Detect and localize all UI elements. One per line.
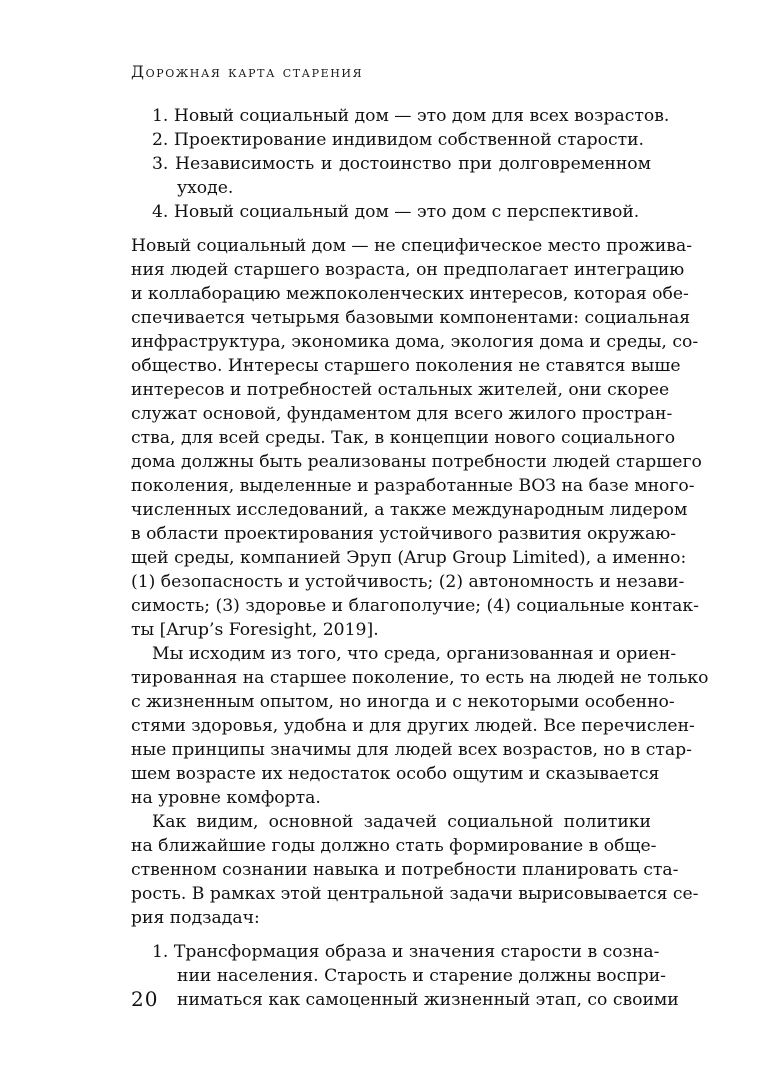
text-line: инфраструктура, экономика дома, экология дома и среды, со- <box>131 332 699 352</box>
text-line: рость. В рамках этой центральной задачи вырисовывается се- <box>131 884 699 904</box>
list-item-1: 1. Новый социальный дом — это дом для всех возрастов. <box>152 106 670 126</box>
text-line: Как видим, основной задачей социальной политики <box>152 812 651 832</box>
text-line: поколения, выделенные и разработанные ВОЗ на базе много- <box>131 476 695 496</box>
text-line: Новый социальный дом — не специфическое место прожива- <box>131 236 693 256</box>
list-item-3-continuation: уходе. <box>177 178 234 198</box>
text-line: численных исследований, а также международным лидером <box>131 500 688 520</box>
text-line: ства, для всей среды. Так, в концепции нового социального <box>131 428 676 448</box>
text-line: служат основой, фундаментом для всего жилого простран- <box>131 404 673 424</box>
list-item-1-continuation: ниматься как самоценный жизненный этап, со своими <box>177 990 679 1010</box>
list-item-2: 2. Проектирование индивидом собственной старости. <box>152 130 645 150</box>
text-line: (1) безопасность и устойчивость; (2) автономность и незави- <box>131 572 685 592</box>
text-line: с жизненным опытом, но иногда и с некоторыми особенно- <box>131 692 675 712</box>
text-line: в области проектирования устойчивого развития окружаю- <box>131 524 676 544</box>
text-line: дома должны быть реализованы потребности людей старшего <box>131 452 702 472</box>
text-line: ные принципы значимы для людей всех возрастов, но в стар- <box>131 740 692 760</box>
text-line: симость; (3) здоровье и благополучие; (4) социальные контак- <box>131 596 699 616</box>
running-head: Дорожная карта старения <box>131 62 364 81</box>
text-line: на ближайшие годы должно стать формирование в обще- <box>131 836 657 856</box>
text-line: стями здоровья, удобна и для других людей. Все перечислен- <box>131 716 695 736</box>
text-line: спечивается четырьмя базовыми компонентами: социальная <box>131 308 691 328</box>
list-item-3: 3. Независимость и достоинство при долговременном <box>152 154 651 174</box>
text-line: Мы исходим из того, что среда, организованная и ориен- <box>152 644 677 664</box>
text-line: шем возрасте их недостаток особо ощутим и сказывается <box>131 764 660 784</box>
text-line: ты [Arup’s Foresight, 2019]. <box>131 620 379 640</box>
text-line: и коллаборацию межпоколенческих интересов, которая обе- <box>131 284 689 304</box>
page-number: 20 <box>131 987 159 1011</box>
list-item-1-continuation: нии населения. Старость и старение должны воспри- <box>177 966 666 986</box>
text-line: интересов и потребностей остальных жителей, они скорее <box>131 380 670 400</box>
list-item-1: 1. Трансформация образа и значения старости в созна- <box>152 942 660 962</box>
text-line: общество. Интересы старшего поколения не ставятся выше <box>131 356 681 376</box>
text-line: ния людей старшего возраста, он предполагает интеграцию <box>131 260 685 280</box>
text-line: на уровне комфорта. <box>131 788 321 808</box>
list-item-4: 4. Новый социальный дом — это дом с перспективой. <box>152 202 640 222</box>
text-line: тированная на старшее поколение, то есть на людей не только <box>131 668 709 688</box>
text-line: щей среды, компанией Эруп (Arup Group Limited), а именно: <box>131 548 687 568</box>
text-line: рия подзадач: <box>131 908 260 928</box>
text-line: ственном сознании навыка и потребности планировать ста- <box>131 860 679 880</box>
